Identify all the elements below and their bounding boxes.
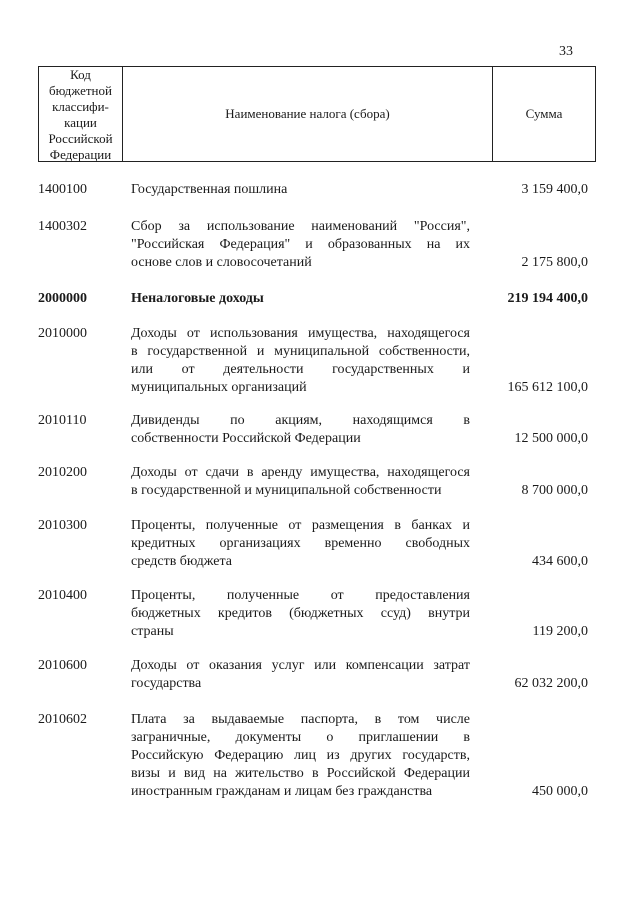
row-name-line: "Российская Федерация" и образованных на их — [131, 237, 470, 252]
row-name-line: средств бюджета — [131, 554, 233, 569]
row-code: 2010110 — [38, 413, 87, 428]
row-name-line: кредитных организациях временно свободных — [131, 536, 470, 551]
row-name — [131, 657, 470, 693]
row-name-line: Доходы от оказания услуг или компенсации затрат — [131, 658, 470, 673]
row-name — [131, 290, 470, 308]
row-name-line: Сбор за использование наименований "Россия", — [131, 219, 470, 234]
header-code-line: бюджетной — [49, 83, 112, 98]
header-name-column: Наименование налога (сбора) — [123, 67, 493, 161]
row-name-line: муниципальных организаций — [131, 380, 307, 395]
row-name — [131, 412, 470, 448]
row-amount: 3 159 400,0 — [521, 182, 588, 197]
row-name-line: иностранным гражданам и лицам без гражданства — [131, 784, 433, 799]
row-name — [131, 464, 470, 500]
row-code: 1400100 — [38, 182, 87, 197]
header-code-column — [39, 67, 123, 161]
row-name-line: страны — [131, 624, 174, 639]
row-name-line: Доходы от сдачи в аренду имущества, находящегося — [131, 465, 470, 480]
header-code-line: Код — [70, 67, 91, 82]
row-amount: 8 700 000,0 — [521, 483, 588, 498]
row-name-line: Проценты, полученные от предоставления — [131, 588, 470, 603]
table-header — [38, 66, 596, 162]
row-name-line: Проценты, полученные от размещения в банках и — [131, 518, 470, 533]
row-name — [131, 181, 470, 199]
row-code: 2010400 — [38, 588, 87, 603]
header-code-line: Федерации — [49, 147, 112, 162]
row-name-line: в государственной и муниципальной собственности, — [131, 344, 470, 359]
row-name-line: собственности Российской Федерации — [131, 431, 361, 446]
row-name-line: государства — [131, 676, 202, 691]
header-sum-column: Сумма — [525, 106, 563, 121]
row-name-line: или от деятельности государственных и — [131, 362, 470, 377]
row-name-line: Доходы от использования имущества, находящегося — [131, 326, 470, 341]
row-name — [131, 325, 470, 397]
header-code-line: классифи- — [52, 99, 109, 114]
row-name — [131, 711, 470, 801]
row-name-line: Дивиденды по акциям, находящимся в — [131, 413, 470, 428]
row-name-line: Неналоговые доходы — [131, 291, 264, 306]
row-code: 1400302 — [38, 219, 87, 234]
row-name — [131, 517, 470, 571]
row-code: 2010600 — [38, 658, 87, 673]
row-name — [131, 587, 470, 641]
row-amount: 434 600,0 — [532, 554, 588, 569]
row-code: 2010000 — [38, 326, 87, 341]
row-code: 2010200 — [38, 465, 87, 480]
page-number: 33 — [559, 44, 573, 59]
header-code-line: кации — [64, 115, 97, 130]
row-amount: 2 175 800,0 — [521, 255, 588, 270]
row-name — [131, 218, 470, 272]
row-name-line: заграничные, документы о приглашении в — [131, 730, 470, 745]
row-name-line: в государственной и муниципальной собственности — [131, 483, 442, 498]
row-amount: 450 000,0 — [532, 784, 588, 799]
row-amount: 165 612 100,0 — [507, 380, 588, 395]
row-name-line: Плата за выдаваемые паспорта, в том числе — [131, 712, 470, 727]
row-name-line: основе слов и словосочетаний — [131, 255, 312, 270]
row-code: 2010602 — [38, 712, 87, 727]
row-name-line: бюджетных кредитов (бюджетных ссуд) внутри — [131, 606, 470, 621]
row-amount: 219 194 400,0 — [507, 291, 588, 306]
row-name-line: Российскую Федерацию лиц из других государств, — [131, 748, 470, 763]
row-code: 2010300 — [38, 518, 87, 533]
row-amount: 62 032 200,0 — [514, 676, 588, 691]
row-name-line: Государственная пошлина — [131, 182, 288, 197]
row-amount: 119 200,0 — [532, 624, 588, 639]
row-code: 2000000 — [38, 291, 87, 306]
row-name-line: визы и вид на жительство в Российской Федерации — [131, 766, 470, 781]
row-amount: 12 500 000,0 — [514, 431, 588, 446]
header-code-line: Российской — [48, 131, 113, 146]
